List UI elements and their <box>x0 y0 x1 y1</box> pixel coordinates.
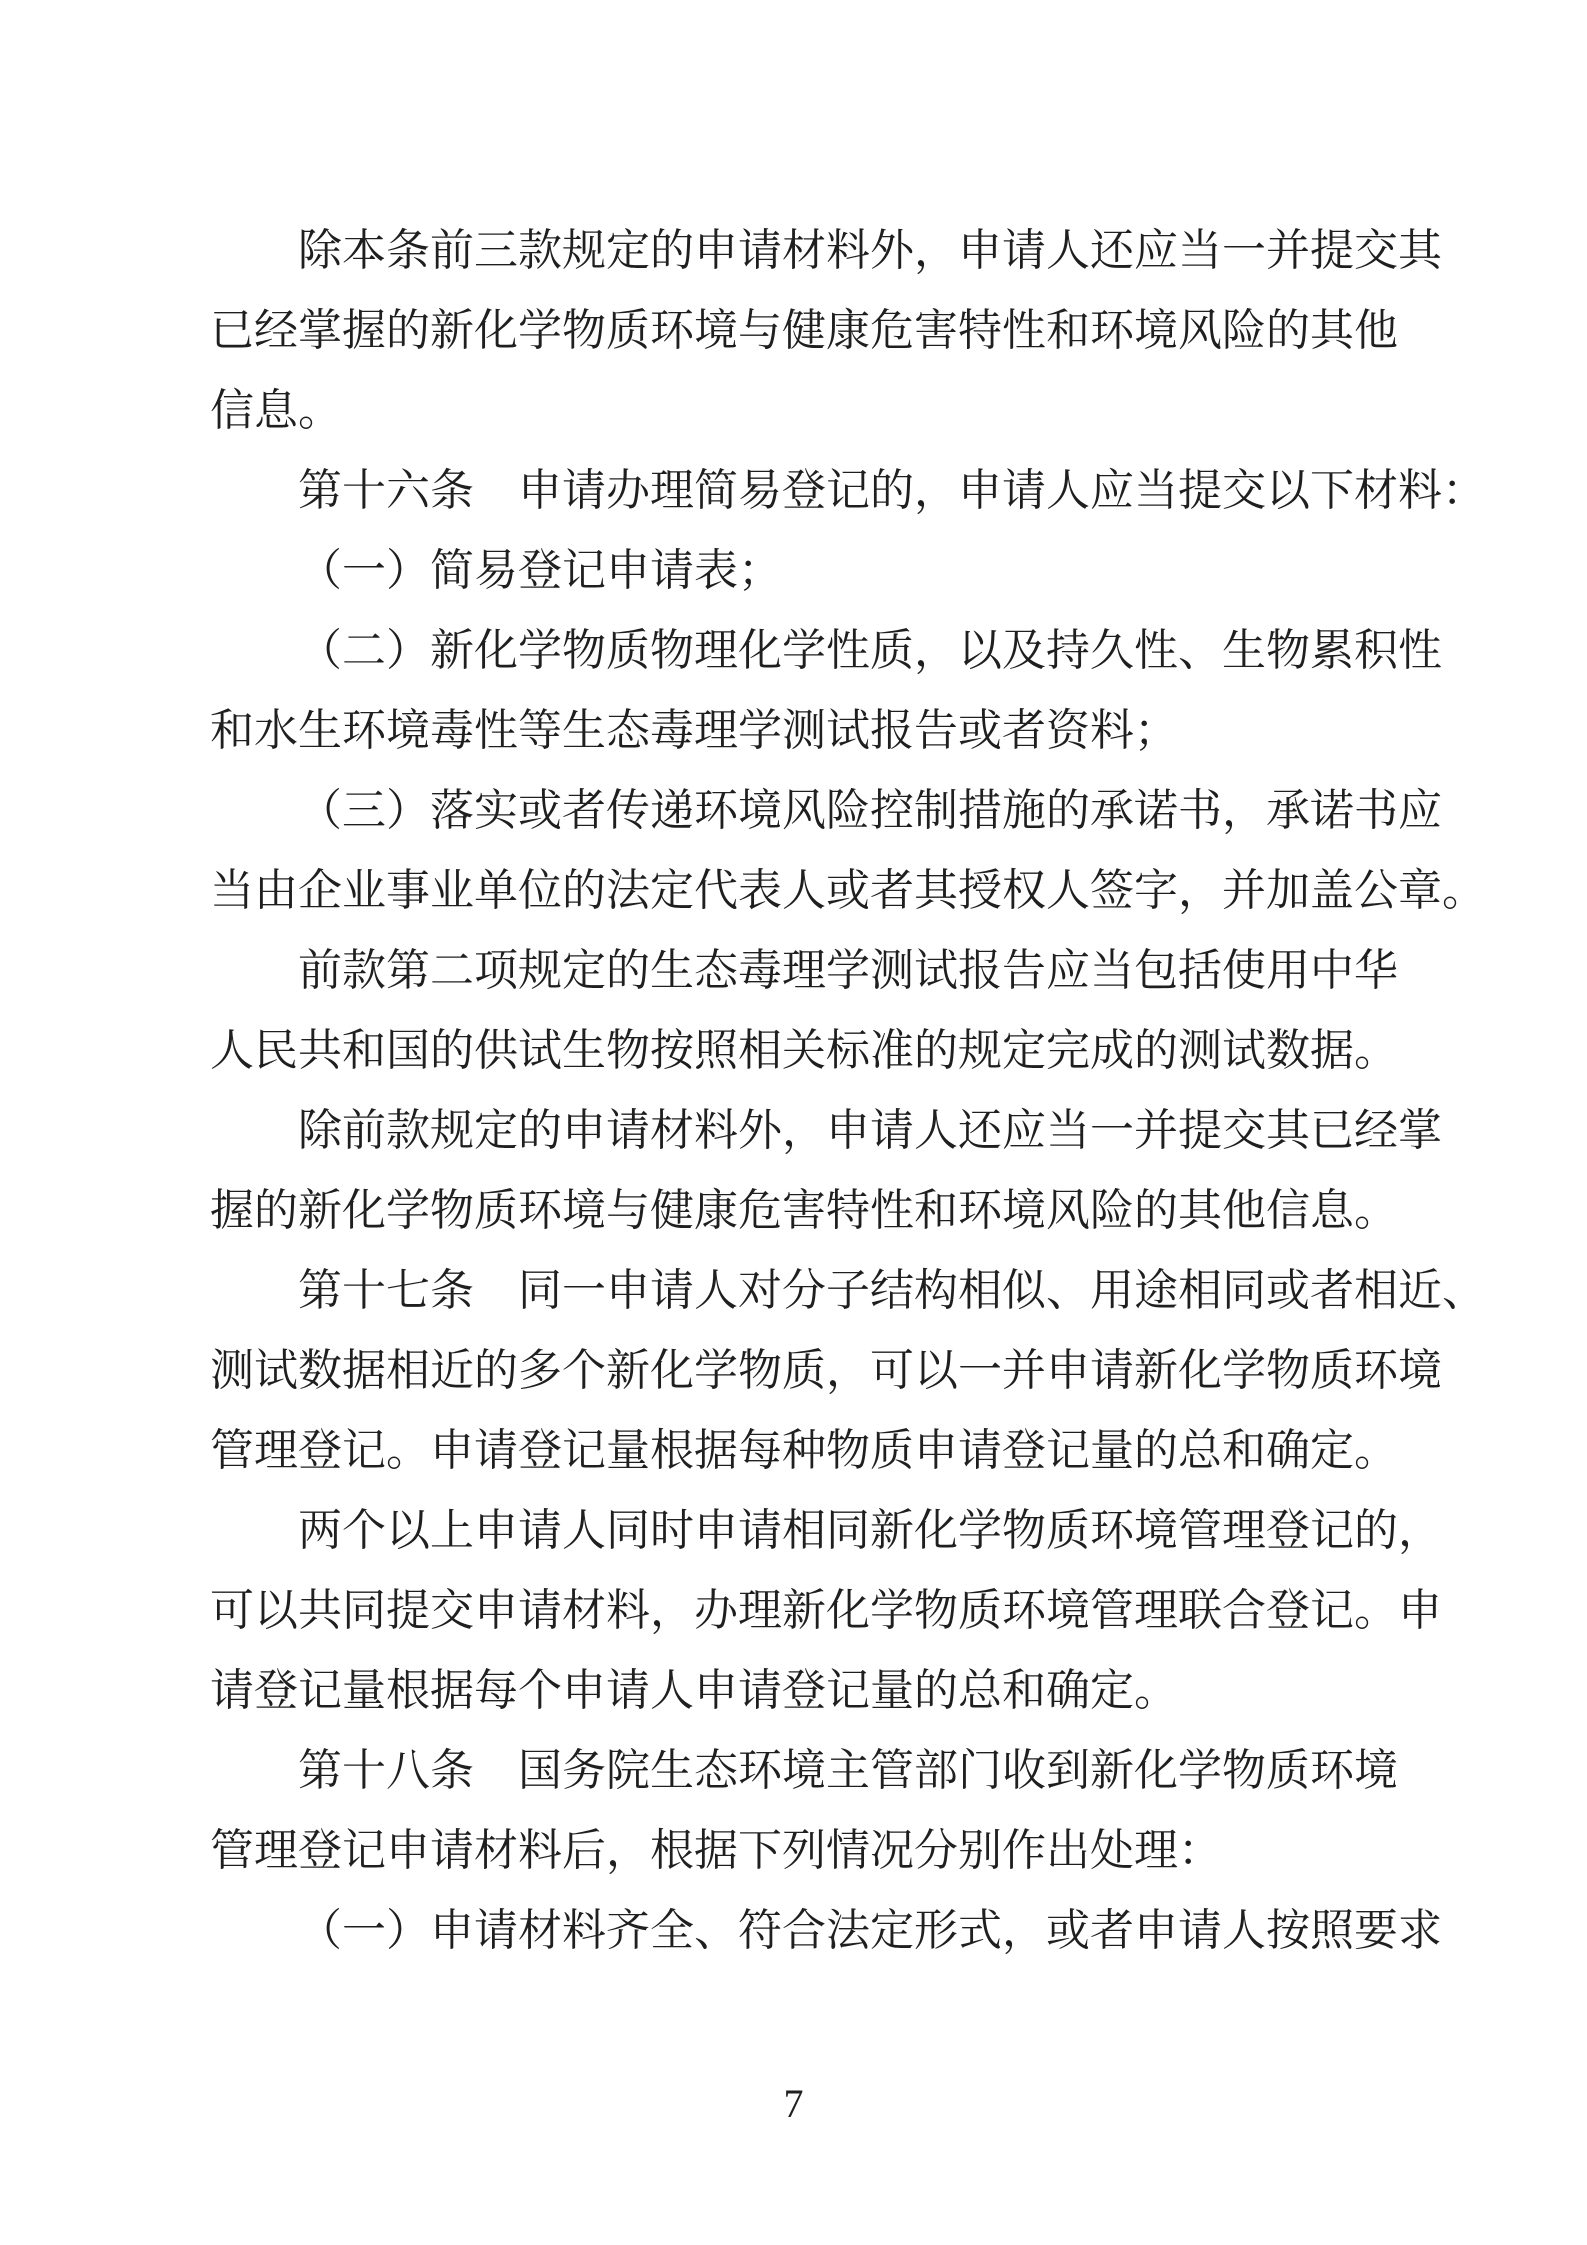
text-line: （三）落实或者传递环境风险控制措施的承诺书，承诺书应 <box>298 786 1442 835</box>
text-line: 前款第二项规定的生态毒理学测试报告应当包括使用中华 <box>298 946 1398 995</box>
text-line: 请登记量根据每个申请人申请登记量的总和确定。 <box>210 1666 1178 1715</box>
text-line: 人民共和国的供试生物按照相关标准的规定完成的测试数据。 <box>210 1026 1398 1075</box>
text-line: 当由企业事业单位的法定代表人或者其授权人签字，并加盖公章。 <box>210 866 1486 915</box>
text-line: （二）新化学物质物理化学性质，以及持久性、生物累积性 <box>298 626 1442 675</box>
text-line: 管理登记。申请登记量根据每种物质申请登记量的总和确定。 <box>210 1426 1398 1475</box>
text-line: 测试数据相近的多个新化学物质，可以一并申请新化学物质环境 <box>210 1346 1442 1395</box>
text-line: （一）简易登记申请表； <box>298 546 782 595</box>
document-body <box>210 211 1486 1971</box>
text-line: （一）申请材料齐全、符合法定形式，或者申请人按照要求 <box>298 1906 1442 1955</box>
text-line: 和水生环境毒性等生态毒理学测试报告或者资料； <box>210 706 1178 755</box>
text-line: 可以共同提交申请材料，办理新化学物质环境管理联合登记。申 <box>210 1586 1442 1635</box>
text-line: 信息。 <box>210 386 342 435</box>
page-number: 7 <box>783 2081 804 2126</box>
text-line: 除本条前三款规定的申请材料外，申请人还应当一并提交其 <box>298 226 1442 275</box>
text-line: 管理登记申请材料后，根据下列情况分别作出处理： <box>210 1826 1222 1875</box>
text-line: 除前款规定的申请材料外，申请人还应当一并提交其已经掌 <box>298 1106 1442 1155</box>
text-line: 第十七条 同一申请人对分子结构相似、用途相同或者相近、 <box>298 1266 1486 1315</box>
text-line: 两个以上申请人同时申请相同新化学物质环境管理登记的， <box>298 1506 1442 1555</box>
text-line: 第十六条 申请办理简易登记的，申请人应当提交以下材料： <box>298 466 1486 515</box>
text-line: 已经掌握的新化学物质环境与健康危害特性和环境风险的其他 <box>210 306 1398 355</box>
text-line: 握的新化学物质环境与健康危害特性和环境风险的其他信息。 <box>210 1186 1398 1235</box>
text-line: 第十八条 国务院生态环境主管部门收到新化学物质环境 <box>298 1746 1398 1795</box>
